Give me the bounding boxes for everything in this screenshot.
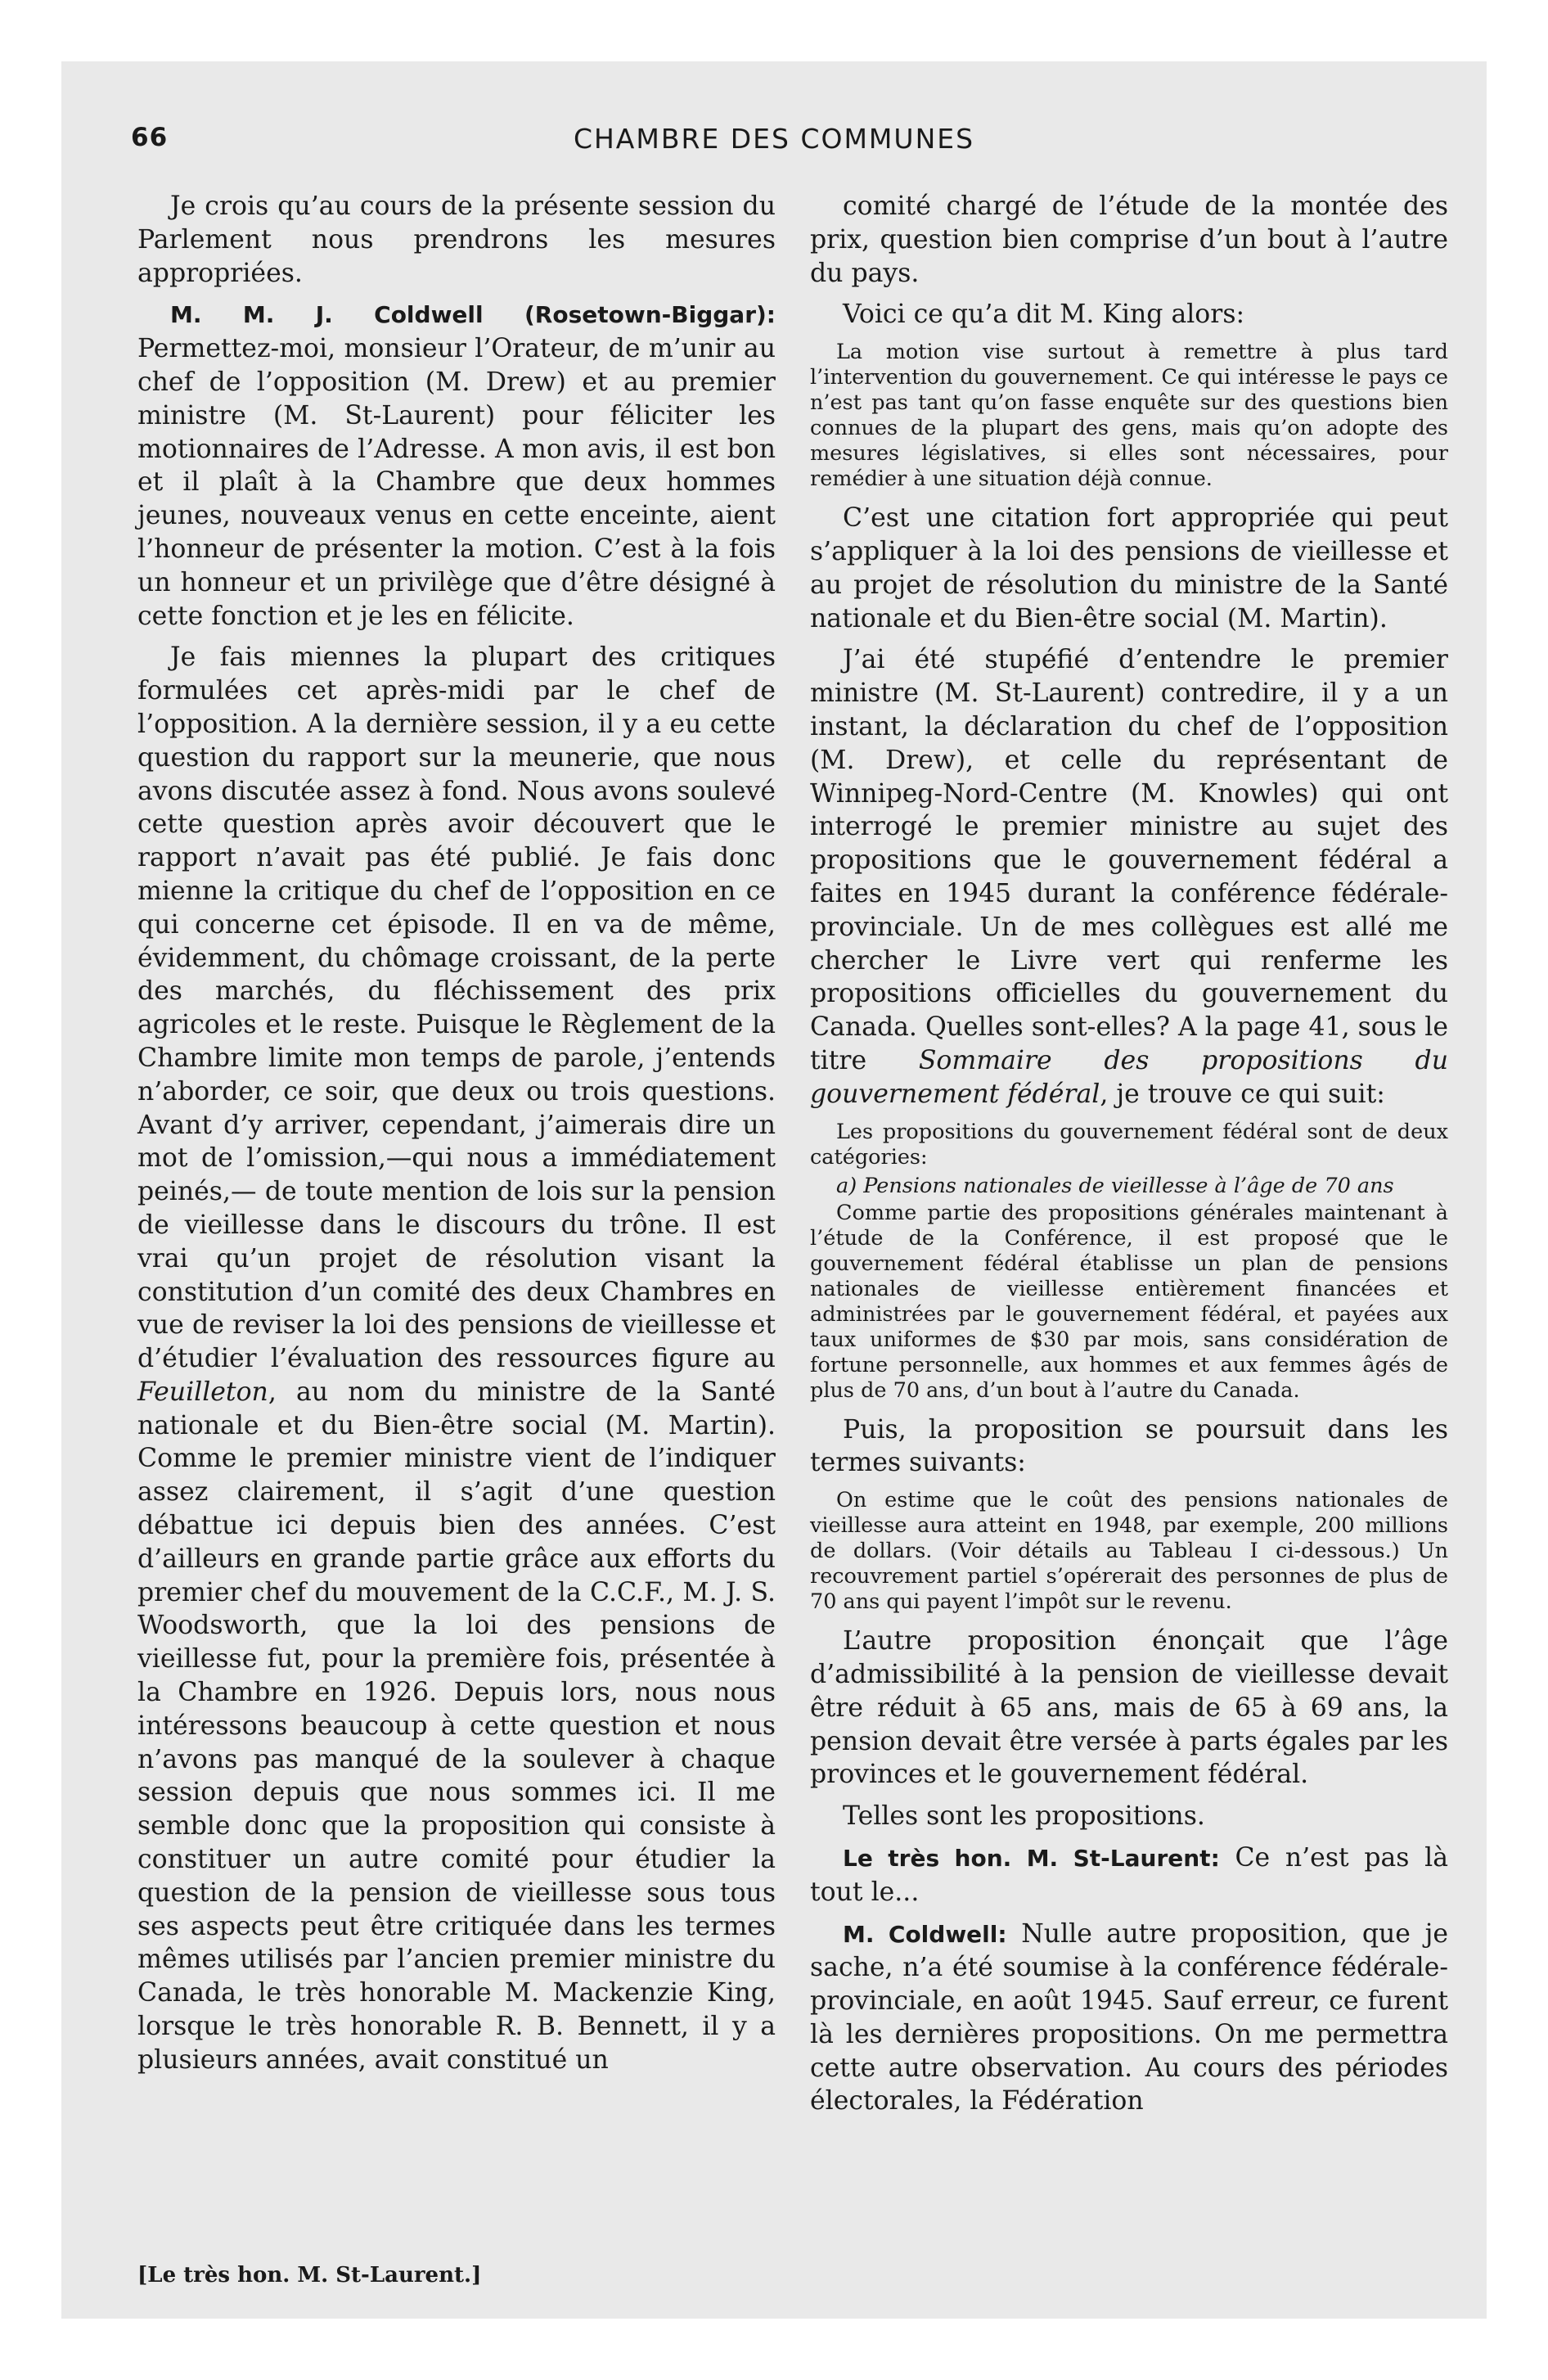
paragraph: L’autre proposition énonçait que l’âge d’admissibilité à la pension de vieillesse devait être réduit à 65 ans, mais de 65 à 69 ans, la pension devait être versée à parts égales par les provinces et le gouvernement fédéral. xyxy=(810,1626,1448,1790)
block-quote: Comme partie des propositions générales maintenant à l’étude de la Conférence, il est proposé que le gouvernement fédéral établisse un plan de pensions nationales de vieillesse entièrement financées et administrées par le gouvernement fédéral, et payées aux taux uniformes de $30 par mois, sans considération de fortune personnelle, aux hommes et aux femmes âgés de plus de 70 ans, d’un bout à l’autre du Canada. xyxy=(810,1200,1448,1403)
speaker-name: M. M. J. Coldwell (Rosetown-Biggar): xyxy=(170,301,776,329)
page-number: 66 xyxy=(131,123,169,152)
italic-text: Pensions nationales de vieillesse à l’âge de 70 ans xyxy=(863,1173,1394,1198)
left-column xyxy=(137,190,776,2085)
right-column xyxy=(810,190,1448,2126)
speaker-name: Le très hon. M. St-Laurent: xyxy=(843,1844,1220,1872)
footer-note: [Le très hon. M. St-Laurent.] xyxy=(137,2263,482,2288)
paragraph xyxy=(810,1841,1448,1909)
paragraph xyxy=(137,641,776,2076)
paragraph-text: Je fais miennes la plupart des critiques formulées cet après-midi par le chef de l’opposition. A la dernière session, il y a eu cette question du rapport sur la meunerie, que nous avons discutée assez à fond. Nous avons soulevé cette question après avoir découvert que le rapport n’avait pas été publié. Je fais donc mienne la critique du chef de l’opposition en ce qui concerne cet épisode. Il en va de même, évidemment, du chômage croissant, de la perte des marchés, du fléchissement des prix agricoles et le reste. Puisque le Règlement de la Chambre limite mon temps de parole, j’entends n’aborder, ce soir, que deux ou trois questions. Avant d’y arriver, cependant, j’aimerais dire un mot de l’omission,—qui nous a immédiatement peinés,— de toute mention de lois sur la pension de vieillesse dans le discours du trône. Il est vrai qu’un projet de résolution visant la constitution d’un comité des deux Chambres en vue de reviser la loi des pensions de vieillesse et d’étudier l’évaluation des ressources figure au xyxy=(137,642,776,1374)
italic-text: Sommaire des propositions du gouvernement fédéral xyxy=(810,1045,1448,1109)
paragraph: Telles sont les propositions. xyxy=(843,1801,1205,1832)
paragraph: Je crois qu’au cours de la présente session du Parlement nous prendrons les mesures appropriées. xyxy=(137,192,776,288)
block-quote: La motion vise surtout à remettre à plus tard l’intervention du gouvernement. Ce qui intéresse le pays ce n’est pas tant qu’on fasse enquête sur des questions bien connues de la plupart des gens, mais qu’on adopte des mesures législatives, si elles sont nécessaires, pour remédier à une situation déjà connue. xyxy=(810,340,1448,492)
paragraph-text: , au nom du ministre de la Santé nationale et du Bien-être social (M. Martin). Comme le premier ministre vient de l’indiquer assez clairement, il s’agit d’une question débattue ici depuis bien des années. C’est d’ailleurs en grande partie grâce aux efforts du premier chef du mouvement de la C.C.F., M. J. S. Woodsworth, que la loi des pensions de vieillesse fut, pour la première fois, présentée à la Chambre en 1926. Depuis lors, nous nous intéressons beaucoup à cette question et nous n’avons pas manqué de la soulever à chaque session depuis que nous sommes ici. Il me semble donc que la proposition qui consiste à constituer un autre comité pour étudier la question de la pension de vieillesse sous tous ses aspects peut être critiquée dans les termes mêmes utilisés par l’ancien premier ministre du Canada, le très honorable M. Mackenzie King, lorsque le très honorable R. B. Bennett, il y a plusieurs années, avait constitué un xyxy=(137,1377,776,2075)
paragraph-text: Nulle autre proposition, que je sache, n’a été soumise à la conférence fédérale-provinciale, en août 1945. Sauf erreur, ce furent là les dernières propositions. On me permettra cette autre observation. Au cours des périodes électorales, la Fédération xyxy=(810,1918,1448,2116)
block-quote: Les propositions du gouvernement fédéral sont de deux catégories: xyxy=(810,1119,1448,1170)
italic-text: Feuilleton xyxy=(137,1377,268,1407)
paragraph-text: , je trouve ce qui suit: xyxy=(1100,1079,1385,1109)
paragraph: C’est une citation fort appropriée qui peut s’appliquer à la loi des pensions de vieillesse et au projet de résolution du ministre de la Santé nationale et du Bien-être social (M. Martin). xyxy=(810,503,1448,633)
block-quote-heading xyxy=(810,1174,1448,1199)
paragraph-text: Permettez-moi, monsieur l’Orateur, de m’unir au chef de l’opposition (M. Drew) et au premier ministre (M. St-Laurent) pour féliciter les motionnaires de l’Adresse. A mon avis, il est bon et il plaît à la Chambre que deux hommes jeunes, nouveaux venus en cette enceinte, aient l’honneur de présenter la motion. C’est à la fois un honneur et un privilège que d’être désigné à cette fonction et je les en félicite. xyxy=(137,334,776,631)
running-title: CHAMBRE DES COMMUNES xyxy=(573,123,975,155)
paragraph-text: Ce n’est pas là tout le... xyxy=(810,1842,1448,1907)
paragraph: comité chargé de l’étude de la montée des prix, question bien comprise d’un bout à l’autre du pays. xyxy=(810,192,1448,288)
paragraph: Voici ce qu’a dit M. King alors: xyxy=(843,300,1245,330)
paragraph xyxy=(810,643,1448,1111)
paragraph: Puis, la proposition se poursuit dans les termes suivants: xyxy=(810,1414,1448,1478)
paragraph xyxy=(810,1918,1448,2119)
list-marker: a) xyxy=(836,1173,864,1198)
paragraph-text: J’ai été stupéfié d’entendre le premier ministre (M. St-Laurent) contredire, il y a un instant, la déclaration du chef de l’opposition (M. Drew), et celle du représentant de Winnipeg-Nord-Centre (M. Knowles) qui ont interrogé le premier ministre au sujet des propositions que le gouvernement fédéral a faites en 1945 durant la conférence fédérale-provinciale. Un de mes collègues est allé me chercher le Livre vert qui renferme les propositions officielles du gouvernement du Canada. Quelles sont-elles? A la page 41, sous le titre xyxy=(810,645,1448,1075)
speaker-name: M. Coldwell: xyxy=(843,1920,1007,1948)
block-quote: On estime que le coût des pensions nationales de vieillesse aura atteint en 1948, par exemple, 200 millions de dollars. (Voir détails au Tableau I ci-dessous.) Un recouvrement partiel s’opérerait des personnes de plus de 70 ans qui payent l’impôt sur le revenu. xyxy=(810,1488,1448,1615)
paragraph xyxy=(137,298,776,633)
